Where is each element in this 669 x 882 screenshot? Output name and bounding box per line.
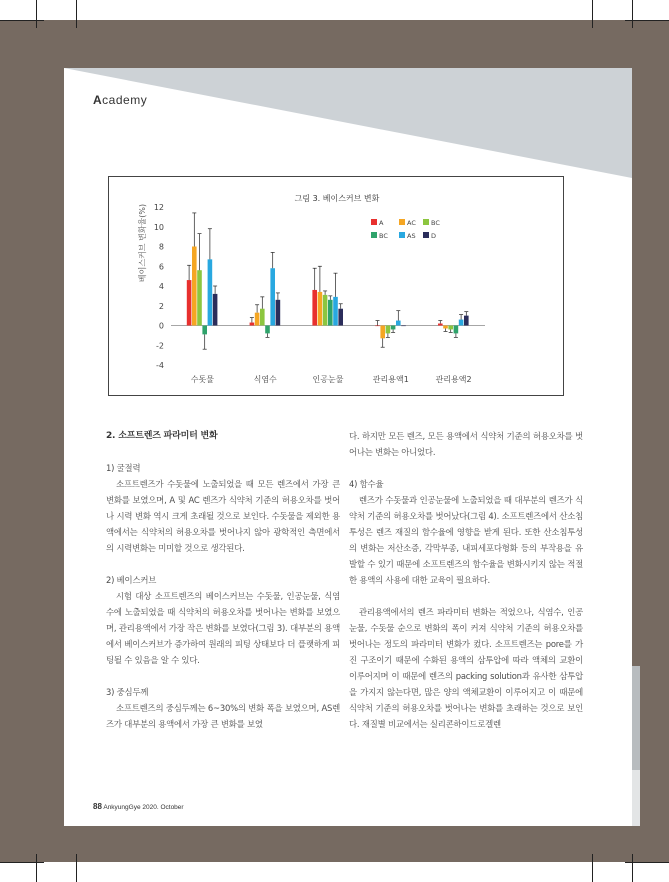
section-initial: A bbox=[93, 93, 103, 107]
subsection-title: 3) 중심두께 bbox=[106, 687, 149, 697]
left-edge-tab bbox=[56, 660, 64, 826]
basecurve-chart bbox=[109, 177, 565, 397]
paragraph: 소프트렌즈의 중심두께는 6~30%의 변화 폭을 보였으며, AS렌즈가 대부분의 용액에서 가장 큰 변화를 보였 bbox=[106, 703, 340, 729]
legend-swatch bbox=[371, 232, 377, 238]
crop-mark bbox=[625, 20, 669, 21]
bottom-frame-band bbox=[0, 826, 669, 862]
top-frame-band bbox=[0, 20, 669, 68]
right-column bbox=[349, 428, 583, 748]
paragraph: 다. 하지만 모든 렌즈, 모든 용액에서 식약처 기준의 허용오차를 벗어나는 변화는 아니었다. bbox=[349, 431, 583, 457]
bar bbox=[318, 292, 323, 326]
bar bbox=[197, 270, 202, 325]
crop-mark bbox=[632, 0, 633, 28]
legend-swatch bbox=[399, 219, 405, 225]
bar bbox=[443, 326, 448, 329]
legend-label: AS bbox=[407, 232, 416, 240]
crop-mark bbox=[592, 854, 593, 882]
crop-mark bbox=[625, 862, 669, 863]
bar bbox=[438, 324, 443, 326]
y-tick-label: 10 bbox=[153, 222, 164, 232]
bar bbox=[464, 316, 469, 326]
y-tick-label: 4 bbox=[158, 282, 164, 291]
legend-swatch bbox=[423, 219, 429, 225]
x-tick-label: 관리용액1 bbox=[372, 375, 409, 384]
legend-label: AC bbox=[407, 219, 416, 227]
y-tick-label: 6 bbox=[158, 262, 164, 272]
crop-mark bbox=[0, 20, 44, 21]
bar bbox=[208, 259, 213, 325]
subsection-title: 2) 베이스커브 bbox=[106, 575, 157, 585]
page-number: 88 bbox=[93, 802, 102, 811]
bar bbox=[448, 326, 453, 330]
crop-mark bbox=[76, 854, 77, 882]
bar bbox=[375, 326, 380, 327]
publication-name: AnkyungGye 2020. October bbox=[103, 804, 184, 811]
y-tick-label: 2 bbox=[158, 301, 164, 311]
legend-label: BC bbox=[431, 219, 440, 227]
bar bbox=[386, 326, 391, 334]
y-tick-label: 0 bbox=[158, 321, 164, 331]
figure-box bbox=[108, 176, 564, 396]
legend-swatch bbox=[371, 219, 377, 225]
paragraph: 시험 대상 소프트렌즈의 베이스커브는 수돗물, 인공눈물, 식염수에 노출되었을 때 식약처의 허용오차를 벗어나는 변화를 보였으며, 관리용액에서 가장 작은 변화를 보였다(그림 3). 대부분의 용액에서 베이스커브가 증가하여 원래의 피팅 상태보다 더 플랫하게 피팅될 수 있음을 알 수 있다. bbox=[106, 591, 340, 665]
bar bbox=[338, 309, 343, 326]
crop-mark bbox=[36, 854, 37, 882]
subsection-title: 4) 함수율 bbox=[349, 479, 384, 489]
legend-swatch bbox=[399, 232, 405, 238]
legend-label: D bbox=[431, 232, 437, 240]
bar bbox=[380, 326, 385, 339]
crop-mark bbox=[632, 854, 633, 882]
crop-mark bbox=[0, 862, 44, 863]
right-edge-tab-light bbox=[632, 770, 640, 826]
paragraph: 관리용액에서의 렌즈 파라미터 변화는 적었으나, 식염수, 인공눈물, 수돗물 순으로 변화의 폭이 커져 식약처 기준의 허용오차를 벗어나는 정도의 파라미터 변화가 컸다. 소프트렌즈는 pore를 가진 구조이기 때문에 수화된 용액의 삼투압에 따라 액체의 교환이 이루어지며 이 때문에 렌즈의 packing solution과 유사한 삼투압을 가지지 않는다면, 많은 양의 액체교환이 이루어지고 이 때문에 식약처 기준의 허용오차를 벗어나는 변화를 초래하는 것으로 보인다. 재질별 비교에서는 실리콘하이드로겔렌 bbox=[349, 607, 583, 729]
x-tick-label: 인공눈물 bbox=[312, 375, 344, 384]
bar bbox=[323, 295, 328, 326]
section-rest: cademy bbox=[102, 93, 148, 107]
bar bbox=[213, 294, 218, 326]
bar bbox=[265, 326, 270, 334]
crop-mark bbox=[76, 0, 77, 28]
x-tick-label: 수돗물 bbox=[190, 375, 214, 384]
bar bbox=[401, 326, 406, 327]
paragraph: 소프트렌즈가 수돗물에 노출되었을 때 모든 렌즈에서 가장 큰 변화를 보였으며, A 및 AC 렌즈가 식약처 기준의 허용오차를 벗어나 시력 변화 역시 크게 초래될 것으로 보인다. 수돗물을 제외한 용액에서는 식약처의 허용오차를 벗어나지 않아 광학적인 측면에서의 시력변화는 미미할 것으로 생각된다. bbox=[106, 479, 340, 553]
x-tick-label: 관리용액2 bbox=[435, 375, 472, 384]
legend-label: A bbox=[379, 219, 384, 227]
bar bbox=[459, 320, 464, 326]
chart-title: 그림 3. 베이스커브 변화 bbox=[294, 194, 380, 203]
bar bbox=[270, 268, 275, 325]
subsection-title: 1) 굴절력 bbox=[106, 463, 141, 473]
bar bbox=[202, 326, 207, 335]
legend-swatch bbox=[423, 232, 429, 238]
y-tick-label: 12 bbox=[153, 203, 164, 212]
bar bbox=[333, 297, 338, 326]
bar bbox=[454, 326, 459, 334]
left-frame-band bbox=[0, 20, 64, 862]
crop-mark bbox=[36, 0, 37, 28]
bar bbox=[250, 323, 255, 326]
bar bbox=[255, 313, 260, 326]
y-tick-label: 8 bbox=[158, 242, 164, 252]
bar bbox=[192, 247, 197, 326]
y-tick-label: -4 bbox=[156, 361, 164, 370]
crop-mark bbox=[592, 0, 593, 28]
bar bbox=[396, 321, 401, 326]
section-header bbox=[93, 93, 147, 107]
y-tick-label: -2 bbox=[156, 341, 164, 351]
left-column bbox=[106, 428, 340, 748]
bar bbox=[328, 300, 333, 326]
bar bbox=[260, 309, 265, 326]
page-footer bbox=[93, 802, 184, 811]
bar bbox=[187, 280, 192, 325]
legend-label: BC bbox=[379, 232, 388, 240]
section-title: 2. 소프트렌즈 파라미터 변화 bbox=[106, 431, 218, 441]
y-axis-label: 베이스커브 변화율(%) bbox=[138, 203, 147, 283]
bar bbox=[312, 290, 317, 326]
bar bbox=[391, 326, 396, 330]
x-tick-label: 식염수 bbox=[253, 375, 277, 384]
right-edge-tab bbox=[632, 666, 640, 770]
paragraph: 렌즈가 수돗물과 인공눈물에 노출되었을 때 대부분의 렌즈가 식약처 기준의 허용오차를 벗어났다(그림 4). 소프트렌즈에서 산소침투성은 렌즈 재질의 함수율에 영향을 받게 된다. 또한 산소침투성의 변화는 저산소증, 각막부종, 내피세포다형화 등의 부작용을 유발할 수 있기 때문에 소프트렌즈의 함수율을 변화시키지 않는 적절한 용액의 사용에 대한 교육이 필요하다. bbox=[349, 495, 583, 585]
bar bbox=[276, 300, 281, 326]
